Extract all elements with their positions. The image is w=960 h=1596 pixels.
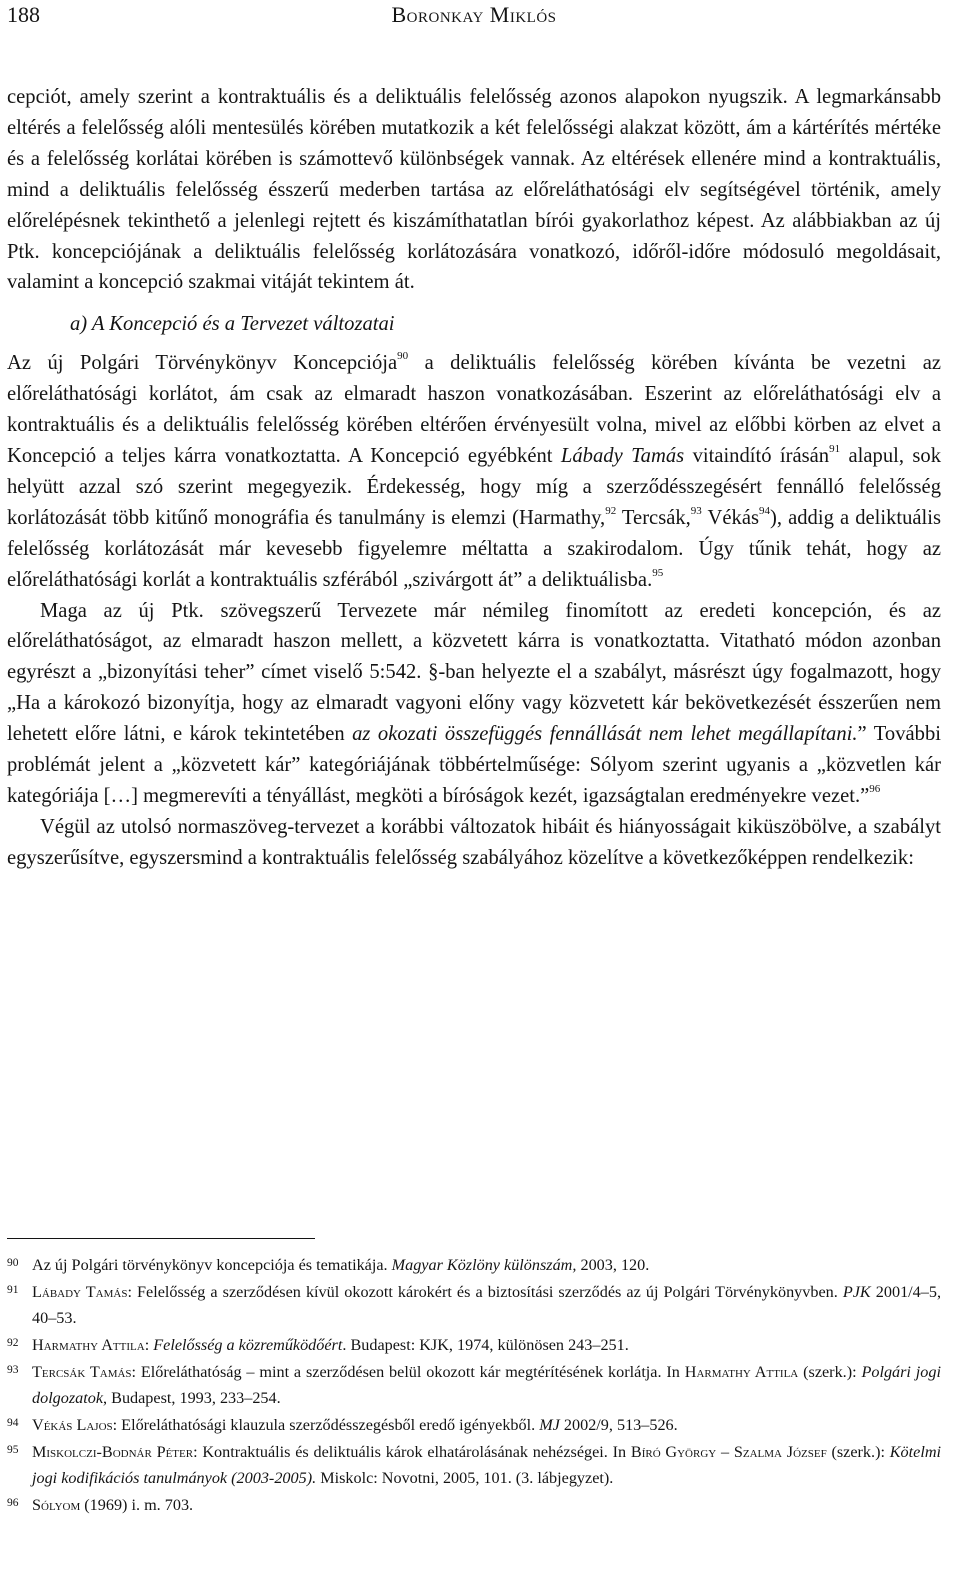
author-name: Tercsák Tamás — [32, 1363, 132, 1381]
footnote-91 — [7, 1279, 941, 1331]
italic-title: PJK — [842, 1283, 871, 1301]
text-run: Végül az utolsó normaszöveg-tervezet a korábbi változatok hibáit és hiányosságait kiküszöbölve, a szabályt egyszerűsítve, egyszersmind a kontraktuális felelősség szabályához közelítve a következőképpen rendelkezik: — [7, 815, 941, 869]
footnote-ref-91[interactable]: 91 — [829, 443, 841, 456]
text-run: ” További problémát jelent a „közvetett kár” kategóriájának többértelműsége: Sólyom szerint ugyanis a „közvetlen kár kategóriája […] megmerevíti a tényállást, megköti a bíróságok kezét, igazságtalan eredményekre vezet.” — [7, 723, 941, 807]
footnote-number: 93 — [7, 1364, 19, 1376]
author-heading: Boronkay Miklós — [391, 2, 557, 27]
text-run: – — [716, 1443, 734, 1461]
paragraph-3 — [7, 596, 941, 812]
text-run: 2001/4–5, 40–53. — [32, 1283, 942, 1327]
footnote-number: 92 — [7, 1337, 19, 1349]
footnote-divider — [7, 1238, 315, 1239]
italic-quote: az okozati összefüggés fennállását nem lehet megállapítani. — [352, 723, 858, 746]
footnote-number: 96 — [7, 1497, 19, 1509]
footnote-ref-95[interactable]: 95 — [652, 566, 664, 579]
paragraph-2 — [7, 348, 941, 595]
text-run: Az új Polgári törvénykönyv koncepciója és tematikája. — [32, 1256, 392, 1274]
footnotes — [7, 1252, 941, 1519]
footnote-ref-94[interactable]: 94 — [759, 504, 770, 517]
footnote-number: 91 — [7, 1284, 19, 1296]
author-name: Sólyom — [32, 1496, 81, 1514]
footnote-ref-93[interactable]: 93 — [690, 504, 702, 517]
italic-title: Felelősség a közreműködőért — [153, 1336, 343, 1354]
text-run: . Budapest: KJK, 1974, különösen 243–251. — [342, 1336, 629, 1354]
document-page — [7, 0, 941, 1596]
text-run: cepciót, amely szerint a kontraktuális és a deliktuális felelősség azonos alapokon nyugszik. A legmarkánsabb eltérés a felelősség alóli mentesülés körében mutatkozik a két felelősségi alakzat között, ám a kártérítés mértéke és a felelősség korlátai körében is számottevő különbségek vannak. Az eltérések ellenére mind a kontraktuális, mind a deliktuális felelősség ésszerű mederben tartása az előreláthatósági elv segítségével történik, amely előrelépésnek tekinthető a jelenlegi rejtett és kiszámíthatatlan bírói gyakorlathoz képest. Az alábbiakban az új Ptk. koncepciójának a deliktuális felelősség korlátozására vonatkozó, időről-időre módosuló megoldásait, valamint a koncepció szakmai vitáját tekintem át. — [7, 86, 941, 294]
footnote-95 — [7, 1439, 941, 1491]
editor-name: Szalma József — [733, 1443, 827, 1461]
paragraph-1 — [7, 82, 941, 298]
text-run: : Kontraktuális és deliktuális károk elhatárolásának nehézségei. In — [193, 1443, 631, 1461]
italic-title: Magyar Közlöny különszám, — [391, 1256, 577, 1274]
footnote-90 — [7, 1252, 941, 1278]
italic-name: Lábady Tamás — [560, 444, 685, 467]
footnote-96 — [7, 1492, 941, 1518]
text-run: (1969) i. m. 703. — [80, 1496, 194, 1514]
text-run: (szerk.): — [798, 1363, 862, 1381]
text-run: (szerk.): — [826, 1443, 890, 1461]
section-heading: a) A Koncepció és a Tervezet változatai — [70, 313, 395, 336]
text-run: ), addig a deliktuális felelősség korlátozását már kevesebb figyelemre méltatta a szakirodalom. Úgy tűnik tehát, hogy az előreláthatósági korlát a kontraktuális szférából „szivárgott át” a deliktuálisba. — [7, 506, 941, 591]
footnote-ref-90[interactable]: 90 — [397, 350, 409, 363]
page-number: 188 — [7, 2, 40, 27]
text-run: : Előreláthatóság – mint a szerződésen belül okozott kár megtérítésének korlátja. In — [131, 1363, 685, 1381]
running-header — [7, 2, 941, 36]
text-run: a deliktuális felelősség körében kívánta be vezetni az előreláthatósági korlátot, ám csak az elmaradt haszon vonatkozásában. Eszerint az előreláthatósági elv a kontraktuális és a deliktuális felelősség körében eltérően érvényesült volna, mivel az előbbi körben az elvet a Koncepció a teljes kárra vonatkoztatta. A Koncepció egyébként — [7, 352, 941, 467]
footnote-ref-92[interactable]: 92 — [605, 504, 617, 517]
author-name: Vékás Lajos — [32, 1416, 113, 1434]
footnote-number: 95 — [7, 1444, 19, 1456]
footnote-number: 94 — [7, 1417, 19, 1429]
text-run: Tercsák, — [616, 506, 691, 529]
italic-title: Polgári jogi dolgozatok — [32, 1363, 941, 1407]
footnote-92 — [7, 1332, 941, 1358]
text-run: , Budapest, 1993, 233–254. — [103, 1389, 281, 1407]
text-run: : — [144, 1336, 154, 1354]
footnote-number: 90 — [7, 1257, 19, 1269]
footnote-94 — [7, 1412, 941, 1438]
text-run: Vékás — [701, 506, 759, 529]
text-run: Az új Polgári Törvénykönyv Koncepciója — [7, 352, 398, 375]
text-run: 2002/9, 513–526. — [559, 1416, 678, 1434]
italic-title: Kötelmi jogi kodifikációs tanulmányok (2003-2005). — [32, 1443, 942, 1487]
footnote-ref-96[interactable]: 96 — [869, 783, 881, 796]
text-run: alapul, sok helyütt azzal szó szerint megegyezik. Érdekesség, hogy míg a szerződésszegésért fennálló felelősség korlátozását több kitűnő monográfia és tanulmány is elemzi (Harmathy, — [7, 444, 942, 529]
author-name: Lábady Tamás — [32, 1283, 128, 1301]
main-text — [7, 82, 941, 874]
text-run: : Felelősség a szerződésen kívül okozott károkért és a biztosítási szerződés az új Polgári Törvénykönyvben. — [127, 1283, 843, 1301]
text-run: 2003, 120. — [576, 1256, 650, 1274]
text-run: vitaindító írásán — [684, 444, 830, 467]
text-run: Miskolc: Novotni, 2005, 101. (3. lábjegyzet). — [316, 1469, 614, 1487]
footnote-93 — [7, 1359, 941, 1411]
text-run: : Előreláthatósági klauzula szerződésszegésből eredő igényekből. — [112, 1416, 540, 1434]
author-name: Harmathy Attila — [32, 1336, 145, 1354]
text-run: Maga az új Ptk. szövegszerű Tervezete már némileg finomított az eredeti koncepción, és az előreláthatóságot, az elmaradt haszon mellett, a közvetett kárra is vonatkoztatta. Vitatható módon azonban egyrészt a „bizonyítási teher” címet viselő 5:542. §-ban helyezte el a szabályt, másrészt úgy fogalmazott, hogy „Ha a károkozó bizonyítja, hogy az elmaradt vagyoni előny vagy közvetett kár bekövetkezését ésszerűen nem lehetett előre látni, e károk tekintetében — [7, 599, 941, 746]
paragraph-4 — [7, 812, 941, 874]
italic-title: MJ — [539, 1416, 560, 1434]
editor-name: Bíró György — [630, 1443, 717, 1461]
author-name: Miskolczi-Bodnár Péter — [32, 1443, 194, 1461]
editor-name: Harmathy Attila — [684, 1363, 799, 1381]
